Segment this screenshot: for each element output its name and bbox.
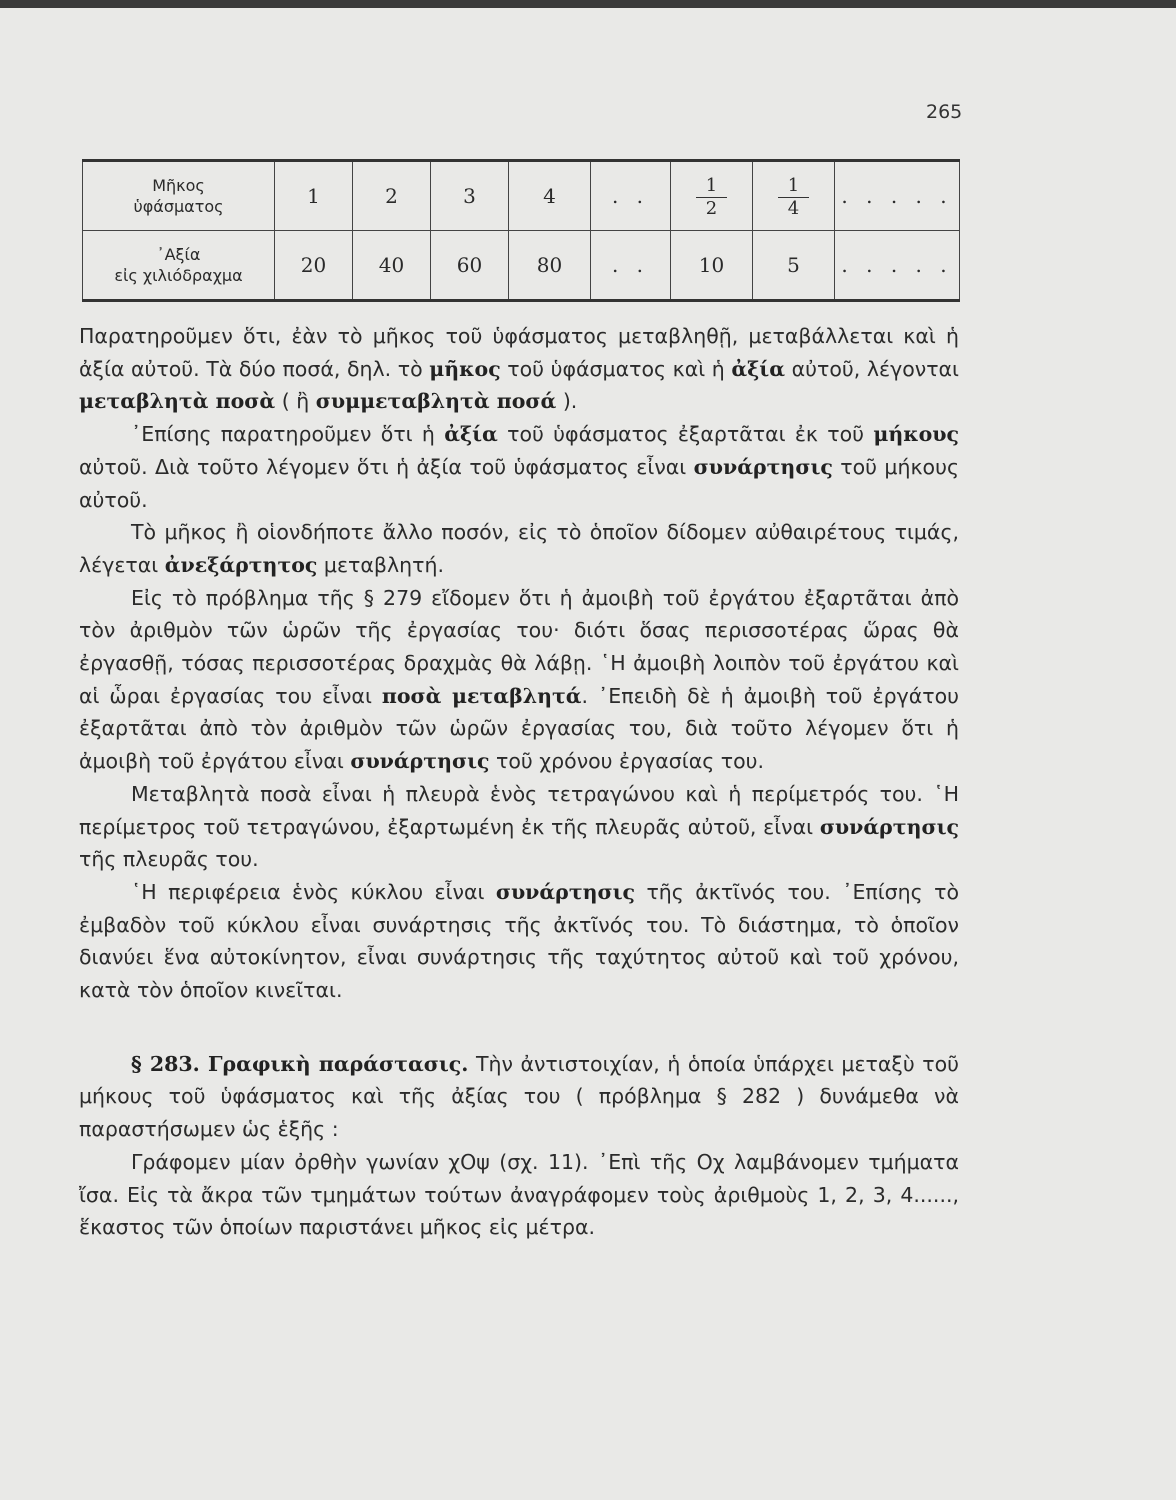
bold-term: μῆκος — [429, 356, 501, 381]
table-cell: 40 — [353, 231, 431, 301]
bold-term: ἀξία — [444, 422, 498, 447]
fraction-denominator: 2 — [705, 198, 718, 219]
text-run: τῆς ἀκτῖνός του. ᾿Επίσης τὸ ἐμβαδὸν τοῦ κύκλου εἶναι συνάρτησις τῆς ἀκτῖνός του. Τὸ διάστημα, τὸ ὁποῖον διανύει ἕνα αὐτοκίνητον, εἶναι συνάρτησις τῆς ταχύτητος αὐτοῦ καὶ τοῦ χρόνου, κατὰ τὸν ὁποῖον κινεῖται. — [79, 879, 959, 1003]
row-header-line: Μῆκος — [152, 176, 205, 195]
table-row-value — [83, 231, 960, 301]
row-header-value — [83, 231, 275, 301]
bold-term: συμμεταβλητὰ ποσά — [315, 389, 557, 414]
text-run: ᾿Επίσης παρατηροῦμεν ὅτι ἡ — [131, 422, 445, 447]
bold-term: ἀνεξάρτητος — [164, 552, 318, 577]
bold-term: ἀξία — [731, 356, 785, 381]
table-cell-fraction — [753, 161, 835, 231]
text-run: Εἰς τὸ πρόβλημα τῆς § 279 εἴδομεν ὅτι ἡ ἀμοιβὴ τοῦ ἐργάτου ἐξαρτᾶται ἀπὸ τὸν ἀριθμὸν τῶν ὡρῶν τῆς ἐργασίας του· διότι ὅσας περισσοτέρας ὥρας θὰ ἐργασθῇ, τόσας περισσοτέρας δραχμὰς θὰ λάβῃ. ῾Η ἀμοιβὴ λοιπὸν τοῦ ἐργάτου καὶ αἱ ὧραι ἐργασίας του εἶναι — [79, 585, 959, 708]
table-row-length — [83, 161, 960, 231]
text-run: ( ἢ — [275, 389, 316, 414]
table-cell-fraction — [671, 161, 753, 231]
text-run: ῾Η περιφέρεια ἑνὸς κύκλου εἶναι — [131, 879, 496, 904]
text-run: τοῦ χρόνου ἐργασίας του. — [489, 749, 765, 774]
text-run: ). — [556, 389, 578, 414]
text-run: Μεταβλητὰ ποσὰ εἶναι ἡ πλευρὰ ἑνὸς τετραγώνου καὶ ἡ περίμετρός του. ῾Η περίμετρος τοῦ τετραγώνου, ἐξαρτωμένη ἐκ τῆς πλευρᾶς αὐτοῦ, εἶναι — [79, 781, 959, 839]
text-run: μεταβλητή. — [317, 552, 444, 577]
fraction-numerator: 1 — [778, 175, 809, 198]
table-cell-ellipsis: . . — [591, 231, 671, 301]
bold-term: μεταβλητὰ ποσὰ — [79, 389, 276, 414]
paragraph — [79, 418, 959, 516]
text-run: τοῦ ὑφάσματος καὶ ἡ — [500, 356, 732, 381]
table-cell: 10 — [671, 231, 753, 301]
text-run: αὐτοῦ, λέγονται — [785, 356, 959, 381]
table-cell: 20 — [275, 231, 353, 301]
table-cell-ellipsis: . . . . . — [835, 231, 960, 301]
row-header-line: εἰς χιλιόδραχμα — [114, 266, 243, 285]
page-number: 265 — [926, 101, 963, 123]
text-run: τοῦ μήκους αὐτοῦ. — [79, 454, 959, 512]
fraction — [778, 175, 809, 220]
bold-term: συνάρτησις — [819, 814, 959, 839]
paragraph — [79, 516, 959, 581]
row-header-line: ᾿Αξία — [156, 245, 201, 264]
text-run: Γράφομεν μίαν ὀρθὴν γωνίαν χΟψ (σχ. 11). ᾿Επὶ τῆς Οχ λαμβάνομεν τμήματα ἴσα. Εἰς τὰ ἄκρα τῶν τμημάτων τούτων ἀναγράφομεν τοὺς ἀριθμοὺς 1, 2, 3, 4......, ἕκαστος τῶν ὁποίων παριστάνει μῆκος εἰς μέτρα. — [79, 1149, 959, 1240]
table-cell: 4 — [509, 161, 591, 231]
row-header-length — [83, 161, 275, 231]
text-run: Τὴν ἀντιστοιχίαν, ἡ ὁποία ὑπάρχει μεταξὺ τοῦ μήκους τοῦ ὑφάσματος καὶ τῆς ἀξίας του ( πρόβλημα § 282 ) δυνάμεθα νὰ παραστήσωμεν ὡς ἑξῆς : — [79, 1051, 959, 1142]
text-run: . ᾿Επειδὴ δὲ ἡ ἀμοιβὴ τοῦ ἐργάτου ἐξαρτᾶται ἀπὸ τὸν ἀριθμὸν τῶν ὡρῶν ἐργασίας του, διὰ τοῦτο λέγομεν ὅτι ἡ ἀμοιβὴ τοῦ ἐργάτου εἶναι — [79, 683, 960, 774]
paragraph — [79, 582, 959, 778]
text-run: τῆς πλευρᾶς του. — [79, 847, 259, 872]
bold-term: συνάρτησις — [350, 749, 490, 774]
fraction — [696, 175, 727, 220]
length-value-table — [82, 159, 960, 302]
bold-term: συνάρτησις — [495, 879, 636, 904]
paragraph — [79, 876, 959, 1007]
table-cell-ellipsis: . . — [591, 161, 671, 231]
paragraph — [79, 778, 959, 876]
body-text — [79, 320, 959, 1244]
text-run: Τὸ μῆκος ἢ οἱονδήποτε ἄλλο ποσόν, εἰς τὸ ὁποῖον δίδομεν αὐθαιρέτους τιμάς, λέγεται — [79, 520, 959, 577]
paragraph — [79, 1146, 959, 1244]
text-run: αὐτοῦ. Διὰ τοῦτο λέγομεν ὅτι ἡ ἀξία τοῦ ὑφάσματος εἶναι — [79, 454, 694, 479]
page-top-edge — [0, 0, 1176, 8]
table-cell: 2 — [353, 161, 431, 231]
text-run: Παρατηροῦμεν ὅτι, ἐὰν τὸ μῆκος τοῦ ὑφάσματος μεταβληθῇ, μεταβάλλεται καὶ ἡ ἀξία αὐτοῦ. Τὰ δύο ποσά, δηλ. τὸ — [79, 324, 959, 381]
bold-term: ποσὰ μεταβλητά — [381, 683, 582, 708]
row-header-line: ὑφάσματος — [133, 197, 224, 216]
table-cell: 1 — [275, 161, 353, 231]
section-heading-paragraph — [79, 1048, 959, 1146]
table-cell: 60 — [431, 231, 509, 301]
bold-term: μήκους — [873, 422, 959, 447]
table-cell-ellipsis: . . . . . — [835, 161, 960, 231]
bold-term: § 283. Γραφικὴ παράστασις. — [131, 1051, 469, 1076]
table-cell: 5 — [753, 231, 835, 301]
bold-term: συνάρτησις — [693, 454, 833, 479]
fraction-numerator: 1 — [696, 175, 727, 198]
text-run: τοῦ ὑφάσματος ἐξαρτᾶται ἐκ τοῦ — [497, 422, 874, 447]
paragraph — [79, 320, 959, 418]
fraction-denominator: 4 — [787, 198, 800, 219]
table-cell: 3 — [431, 161, 509, 231]
table-cell: 80 — [509, 231, 591, 301]
